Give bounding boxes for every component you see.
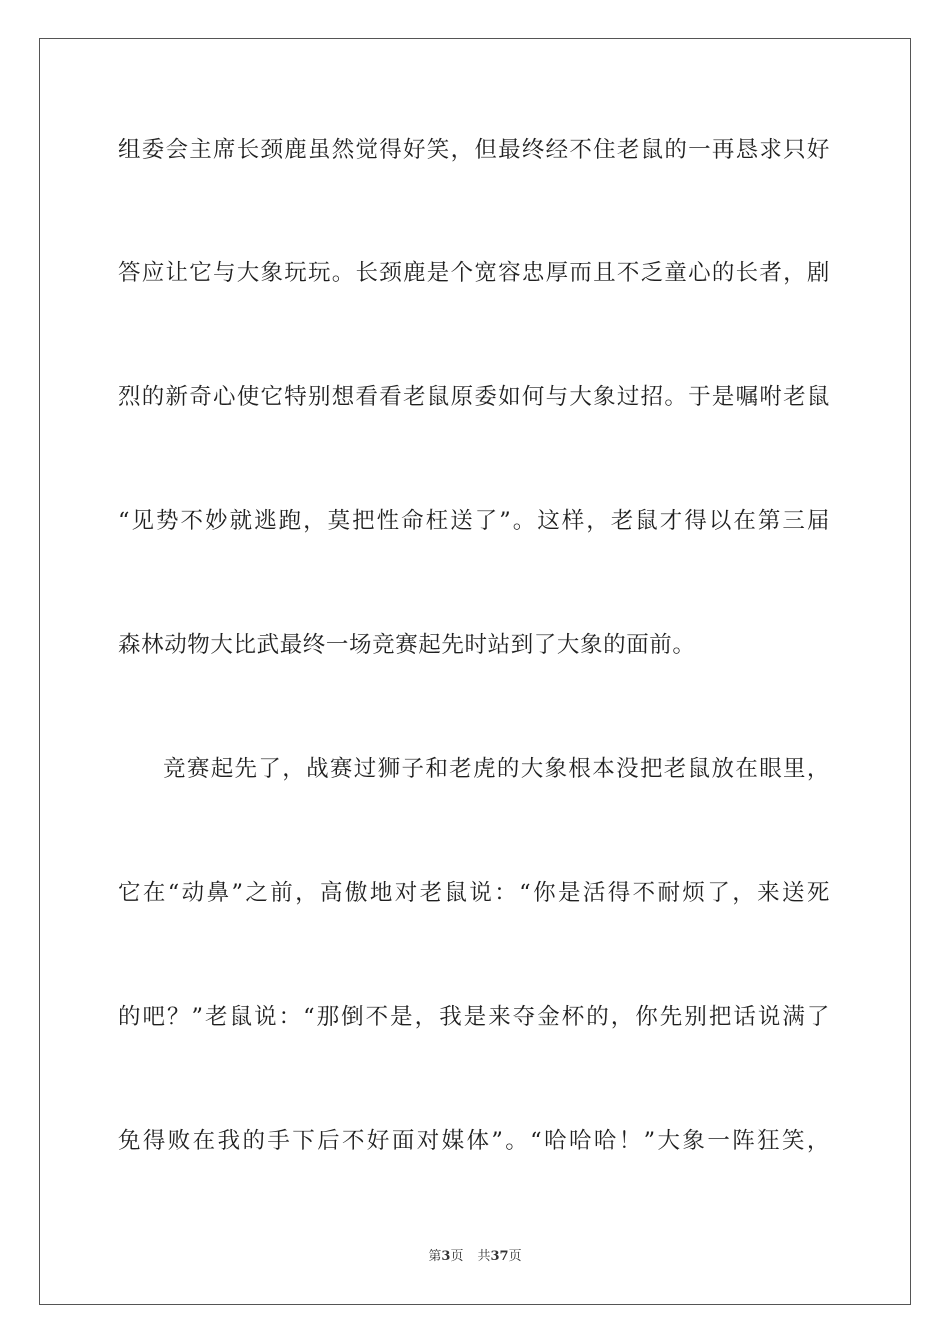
total-prefix: 共 xyxy=(477,1249,491,1264)
page-footer xyxy=(0,1248,950,1266)
paragraph-line-7: 它在“动鼻”之前，高傲地对老鼠说：“你是活得不耐烦了，来送死 xyxy=(118,880,830,906)
total-pages: 37 xyxy=(490,1249,509,1264)
page-prefix: 第 xyxy=(428,1249,442,1264)
page-number: 3 xyxy=(441,1249,451,1264)
paragraph-line-4: “见势不妙就逃跑，莫把性命枉送了”。这样，老鼠才得以在第三届 xyxy=(118,508,830,534)
page-suffix: 页 xyxy=(450,1249,464,1264)
paragraph-line-3: 烈的新奇心使它特别想看看老鼠原委如何与大象过招。于是嘱咐老鼠 xyxy=(118,384,830,410)
paragraph-line-8: 的吧？”老鼠说：“那倒不是，我是来夺金杯的，你先别把话说满了 xyxy=(118,1004,830,1030)
paragraph-line-1: 组委会主席长颈鹿虽然觉得好笑，但最终经不住老鼠的一再恳求只好 xyxy=(118,137,830,163)
paragraph-line-2: 答应让它与大象玩玩。长颈鹿是个宽容忠厚而且不乏童心的长者，剧 xyxy=(118,260,830,286)
paragraph-line-9: 免得败在我的手下后不好面对媒体”。“哈哈哈！”大象一阵狂笑， xyxy=(118,1128,830,1154)
paragraph-line-6: 竞赛起先了，战赛过狮子和老虎的大象根本没把老鼠放在眼里， xyxy=(163,756,830,782)
paragraph-line-5: 森林动物大比武最终一场竞赛起先时站到了大象的面前。 xyxy=(118,632,696,658)
total-suffix: 页 xyxy=(508,1249,522,1264)
page-border xyxy=(39,38,911,1305)
